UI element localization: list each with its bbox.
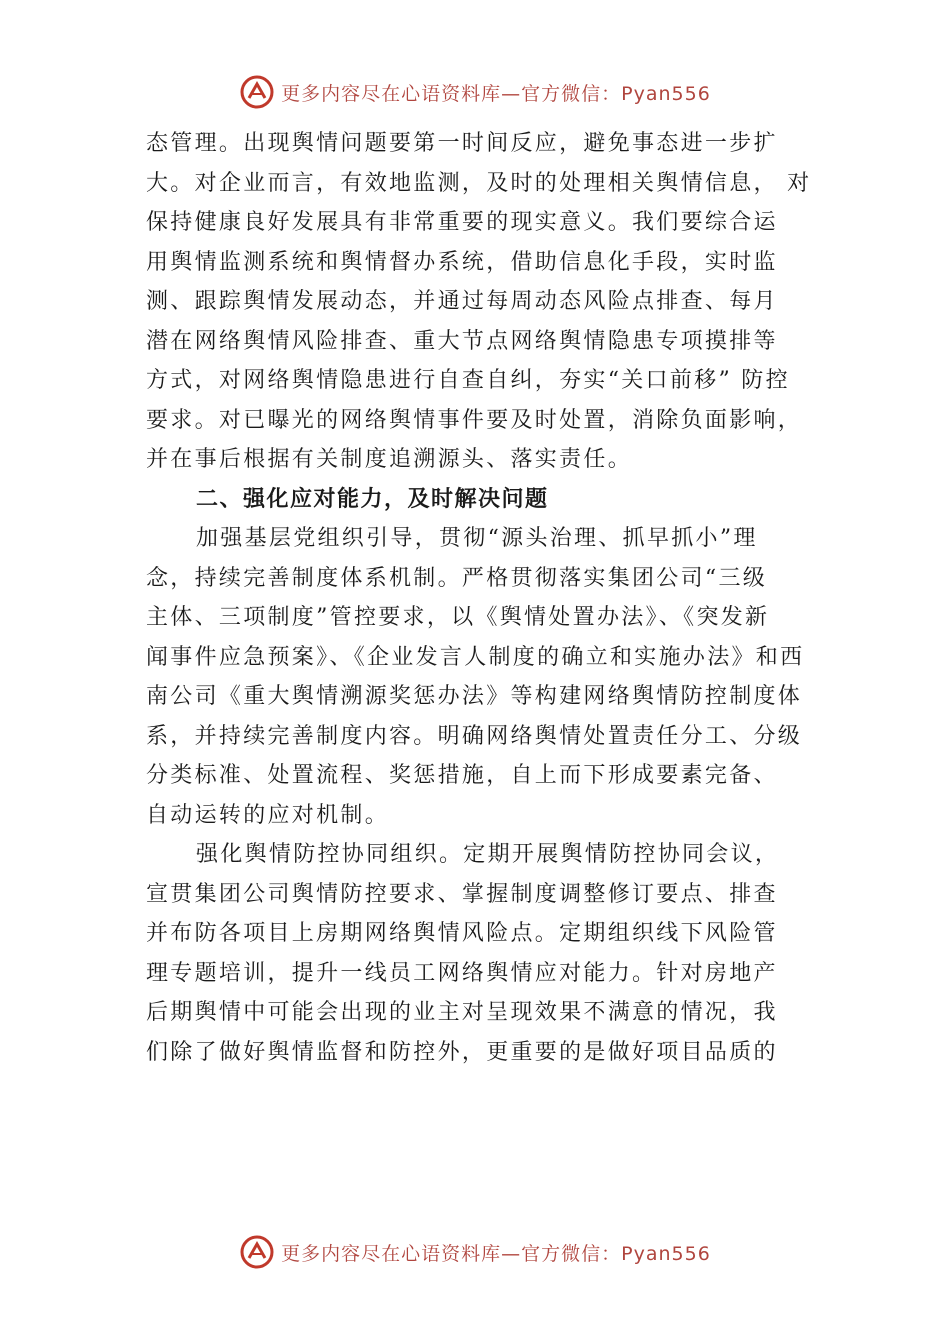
body-line: 宣贯集团公司舆情防控要求、掌握制度调整修订要点、排查 — [146, 881, 778, 907]
body-line: 大。对企业而言，有效地监测，及时的处理相关舆情信息， 对 — [146, 170, 812, 196]
body-line: 方式，对网络舆情隐患进行自查自纠，夯实“关口前移” 防控 — [146, 368, 790, 393]
header-banner — [0, 70, 950, 114]
header-banner-text: 更多内容尽在心语资料库—官方微信：Pyan556 — [281, 82, 711, 105]
body-line: 保持健康良好发展具有非常重要的现实意义。我们要综合运 — [146, 210, 778, 235]
footer-banner-text: 更多内容尽在心语资料库—官方微信：Pyan556 — [281, 1242, 711, 1265]
body-line: 主体、三项制度”管控要求，以《舆情处置办法》、《突发新 — [146, 605, 770, 630]
body-line: 们除了做好舆情监督和防控外，更重要的是做好项目品质的 — [146, 1039, 778, 1065]
body-line: 南公司《重大舆情溯源奖惩办法》等构建网络舆情防控制度体 — [146, 684, 803, 709]
body-line: 态管理。出现舆情问题要第一时间反应，避免事态进一步扩 — [146, 131, 778, 156]
body-line: 自动运转的应对机制。 — [146, 802, 390, 828]
body-line: 系，并持续完善制度内容。明确网络舆情处置责任分工、分级 — [146, 723, 803, 749]
body-line: 用舆情监测系统和舆情督办系统，借助信息化手段，实时监 — [146, 249, 778, 275]
body-line: 并在事后根据有关制度追溯源头、落实责任。 — [146, 447, 633, 472]
body-line: 要求。对已曝光的网络舆情事件要及时处置，消除负面影响， — [146, 407, 803, 433]
red-circle-logo-icon — [239, 1234, 275, 1270]
body-line: 后期舆情中可能会出现的业主对呈现效果不满意的情况，我 — [146, 1000, 778, 1025]
body-line: 念，持续完善制度体系机制。严格贯彻落实集团公司“三级 — [146, 565, 768, 591]
body-line: 测、跟踪舆情发展动态，并通过每周动态风险点排查、每月 — [146, 289, 778, 314]
body-line: 并布防各项目上房期网络舆情风险点。定期组织线下风险管 — [146, 921, 778, 946]
section-heading: 二、强化应对能力，及时解决问题 — [196, 486, 549, 512]
body-line: 理专题培训，提升一线员工网络舆情应对能力。针对房地产 — [146, 960, 778, 986]
document-body — [146, 124, 826, 1072]
body-line: 分类标准、处置流程、奖惩措施，自上而下形成要素完备、 — [146, 763, 778, 788]
body-line: 潜在网络舆情风险排查、重大节点网络舆情隐患专项摸排等 — [146, 328, 778, 354]
red-circle-logo-icon — [239, 74, 275, 110]
footer-banner — [0, 1230, 950, 1274]
paragraph-first-line: 强化舆情防控协同组织。定期开展舆情防控协同会议， — [196, 842, 780, 867]
body-line: 闻事件应急预案》、《企业发言人制度的确立和实施办法》和西 — [146, 644, 805, 670]
paragraph-first-line: 加强基层党组织引导，贯彻“源头治理、抓早抓小”理 — [196, 526, 758, 551]
